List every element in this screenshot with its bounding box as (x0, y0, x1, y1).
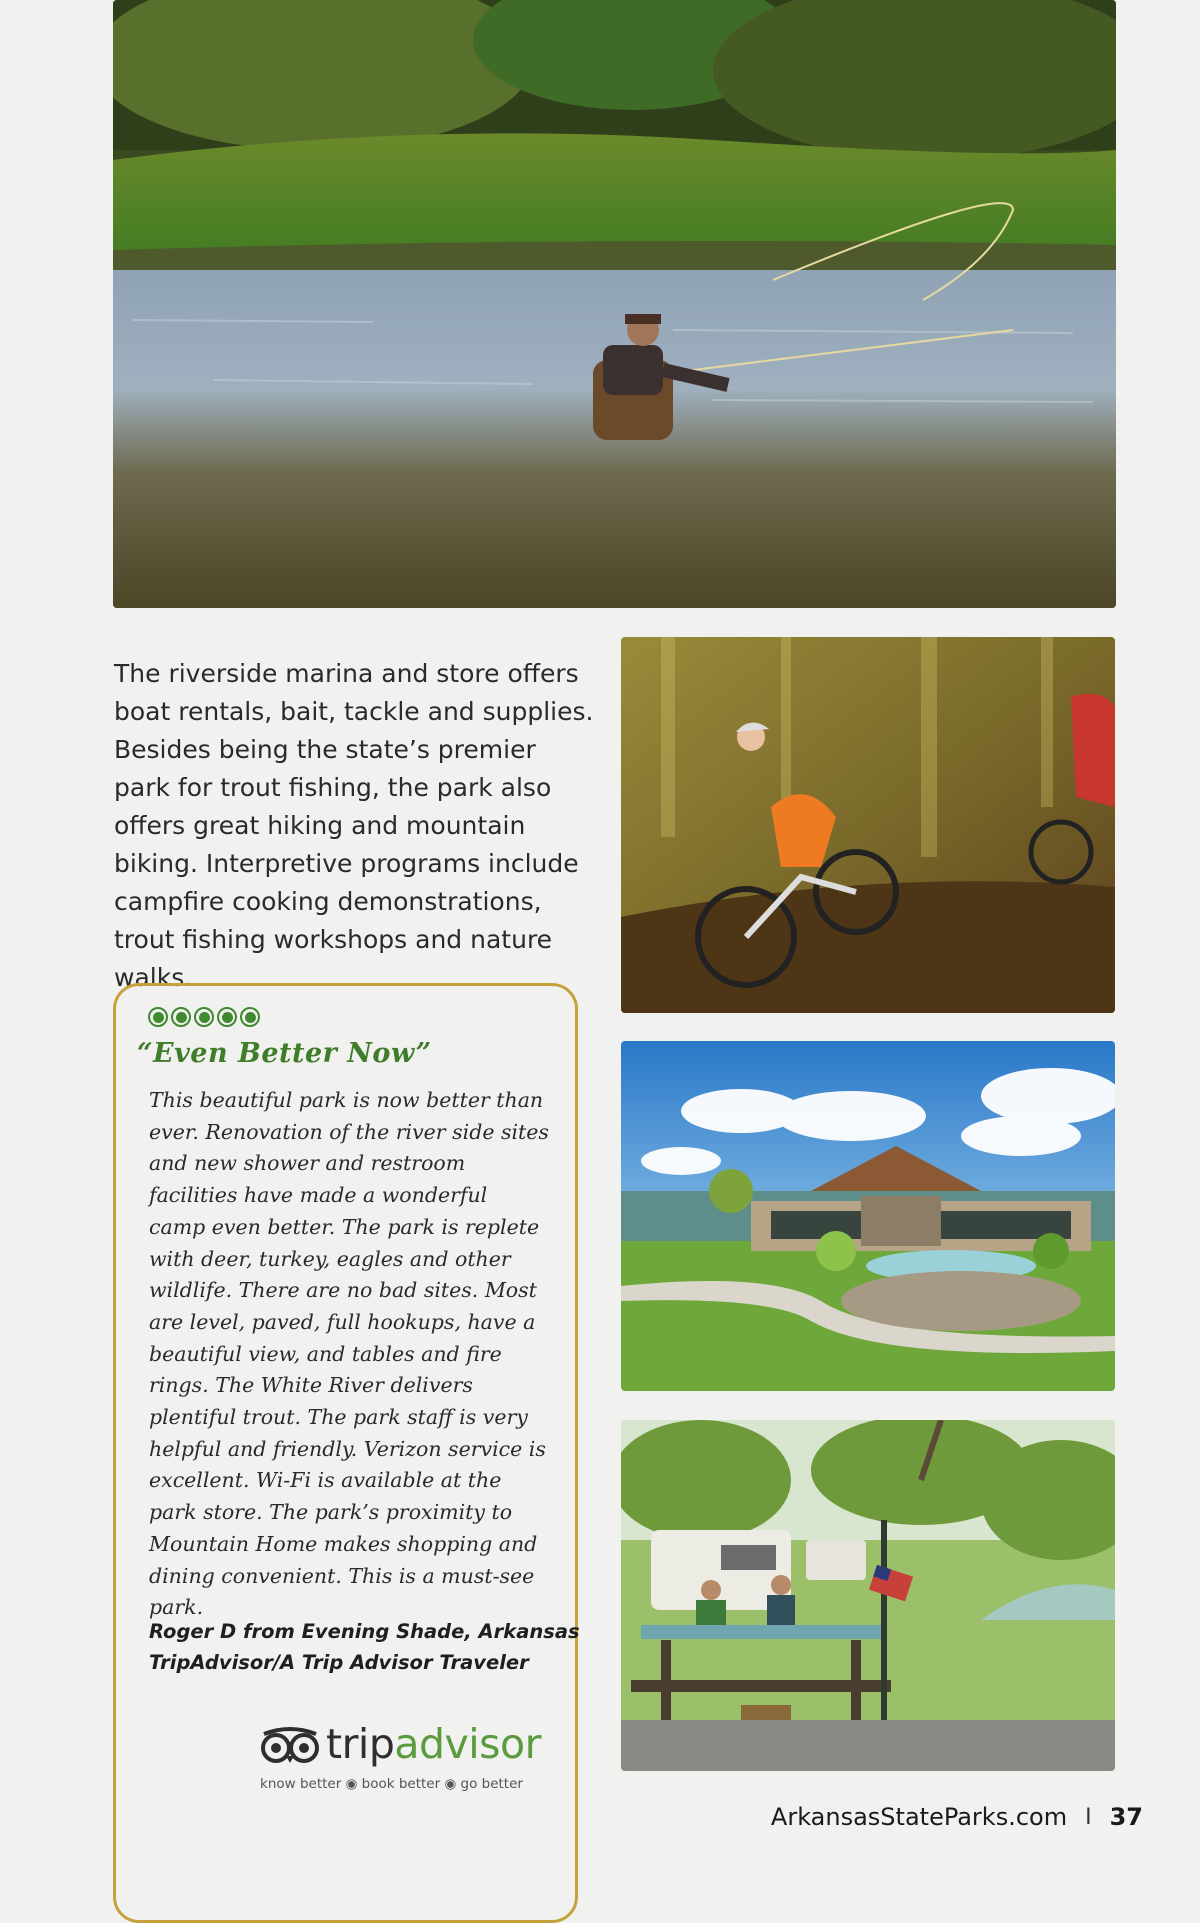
rating-bubble-icon (194, 1007, 214, 1027)
photo-fly-fishing (113, 0, 1116, 608)
tripadvisor-tagline: know better ◉ book better ◉ go better (260, 1776, 523, 1792)
reviewer-attribution (149, 1616, 580, 1678)
intro-paragraph: The riverside marina and store offers boat rentals, bait, tackle and supplies. Besides being the state’s premier park for trout fishing, the park also offers great hiking and mountain biking. Interpretive programs include campfire cooking demonstrations, trout fishing workshops and nature walks. (114, 659, 594, 992)
tripadvisor-owl-icon (258, 1726, 322, 1764)
tripadvisor-wordmark (326, 1720, 541, 1768)
photo-mountain-biking (621, 637, 1115, 1013)
page-footer (771, 1803, 1143, 1831)
footer-separator: I (1085, 1804, 1092, 1830)
review-body: This beautiful park is now better than ever. Renovation of the river side sites and new shower and restroom facilities have made a wonderful camp even better. The park is replete with deer, turkey, eagles and other wildlife. There are no bad sites. Most are level, paved, full hookups, have a beautiful view, and tables and fire rings. The White River delivers plentiful trout. The park staff is very helpful and friendly. Verizon service is excellent. Wi-Fi is available at the park store. The park’s proximity to Mountain Home makes shopping and dining convenient. This is a must-see park. (149, 1088, 549, 1620)
review-rating (148, 1007, 260, 1027)
reviewer-source: TripAdvisor/A Trip Advisor Traveler (149, 1651, 529, 1674)
rating-bubble-icon (148, 1007, 168, 1027)
rating-bubble-icon (240, 1007, 260, 1027)
reviewer-name: Roger D from Evening Shade, Arkansas (149, 1620, 580, 1643)
page-number: 37 (1109, 1803, 1143, 1831)
wordmark-advisor: advisor (394, 1720, 541, 1768)
rating-bubble-icon (217, 1007, 237, 1027)
photo-visitor-center (621, 1041, 1115, 1391)
review-title: “Even Better Now” (137, 1038, 432, 1069)
rating-bubble-icon (171, 1007, 191, 1027)
photo-campsite (621, 1420, 1115, 1771)
footer-website: ArkansasStateParks.com (770, 1803, 1068, 1831)
wordmark-trip: trip (326, 1720, 395, 1768)
tripadvisor-logo (258, 1722, 548, 1792)
